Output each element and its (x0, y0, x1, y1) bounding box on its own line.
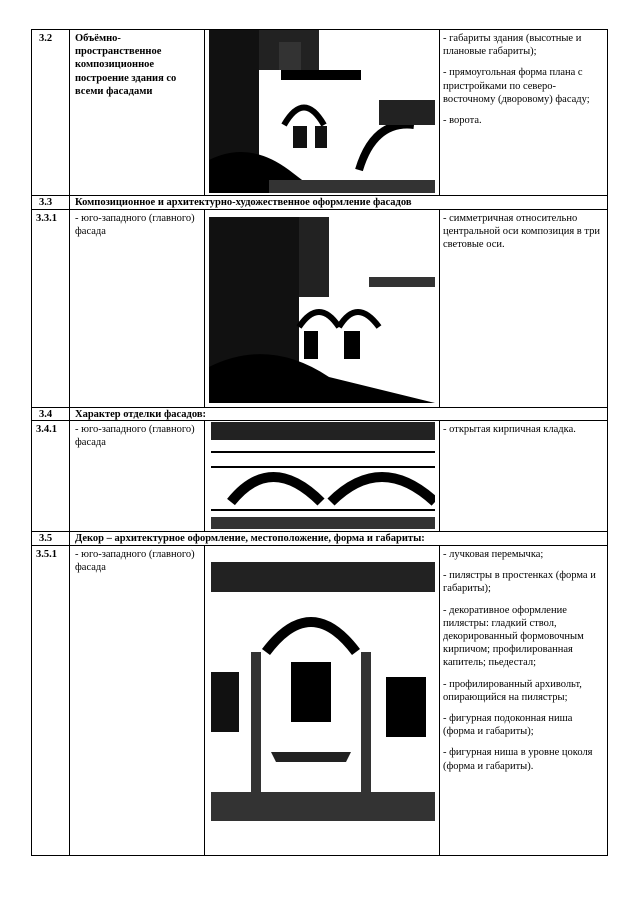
criterion: - декоративное оформление пилястры: гладкий ствол, декорированный формовочным кирпичом; профилированная капитель; пьедестал; (443, 604, 584, 669)
building-photo (209, 30, 435, 193)
protected-features-table (31, 29, 608, 855)
feature-title: - юго-западного (главного) фасада (75, 213, 195, 238)
criteria-list (443, 423, 603, 444)
criterion: - открытая кирпичная кладка. (443, 424, 576, 435)
decor-photo (211, 562, 435, 821)
row-number: 3.5.1 (36, 549, 57, 560)
section-heading: Декор – архитектурное оформление, местоположение, форма и габариты: (75, 533, 425, 544)
row-number: 3.2 (39, 33, 53, 44)
criterion: - лучковая перемычка; (443, 549, 544, 560)
criteria-list (443, 212, 603, 260)
section-heading: Композиционное и архитектурно-художественное оформление фасадов (75, 197, 412, 208)
criterion: - ворота. (443, 115, 482, 127)
criterion: - фигурная ниша в уровне цоколя (форма и габариты). (443, 747, 593, 772)
row-number: 3.3 (39, 197, 53, 208)
masonry-photo (211, 422, 435, 529)
criteria-list (443, 32, 603, 135)
criterion: - симметричная относительно центральной оси композиция в три световые оси. (443, 213, 600, 251)
feature-title: - юго-западного (главного) фасада (75, 549, 195, 574)
facade-photo (209, 217, 435, 403)
criterion: - габариты здания (высотные и плановые габариты); (443, 33, 582, 58)
feature-title: - юго-западного (главного) фасада (75, 424, 195, 449)
feature-title: Объёмно-пространственное композиционное построение здания со всеми фасадами (75, 33, 177, 97)
row-number: 3.4 (39, 409, 53, 420)
criterion: - прямоугольная форма плана с пристройками по северо-восточному (дворовому) фасаду; (443, 67, 590, 105)
row-number: 3.5 (39, 533, 53, 544)
criteria-list (443, 548, 603, 781)
criterion: - профилированный архивольт, опирающийся на пилястры; (443, 678, 582, 703)
criterion: - фигурная подоконная ниша (форма и габариты); (443, 713, 573, 738)
row-number: 3.3.1 (36, 213, 57, 224)
row-number: 3.4.1 (36, 424, 57, 435)
section-heading: Характер отделки фасадов: (75, 409, 206, 420)
criterion: - пилястры в простенках (форма и габариты); (443, 570, 596, 595)
